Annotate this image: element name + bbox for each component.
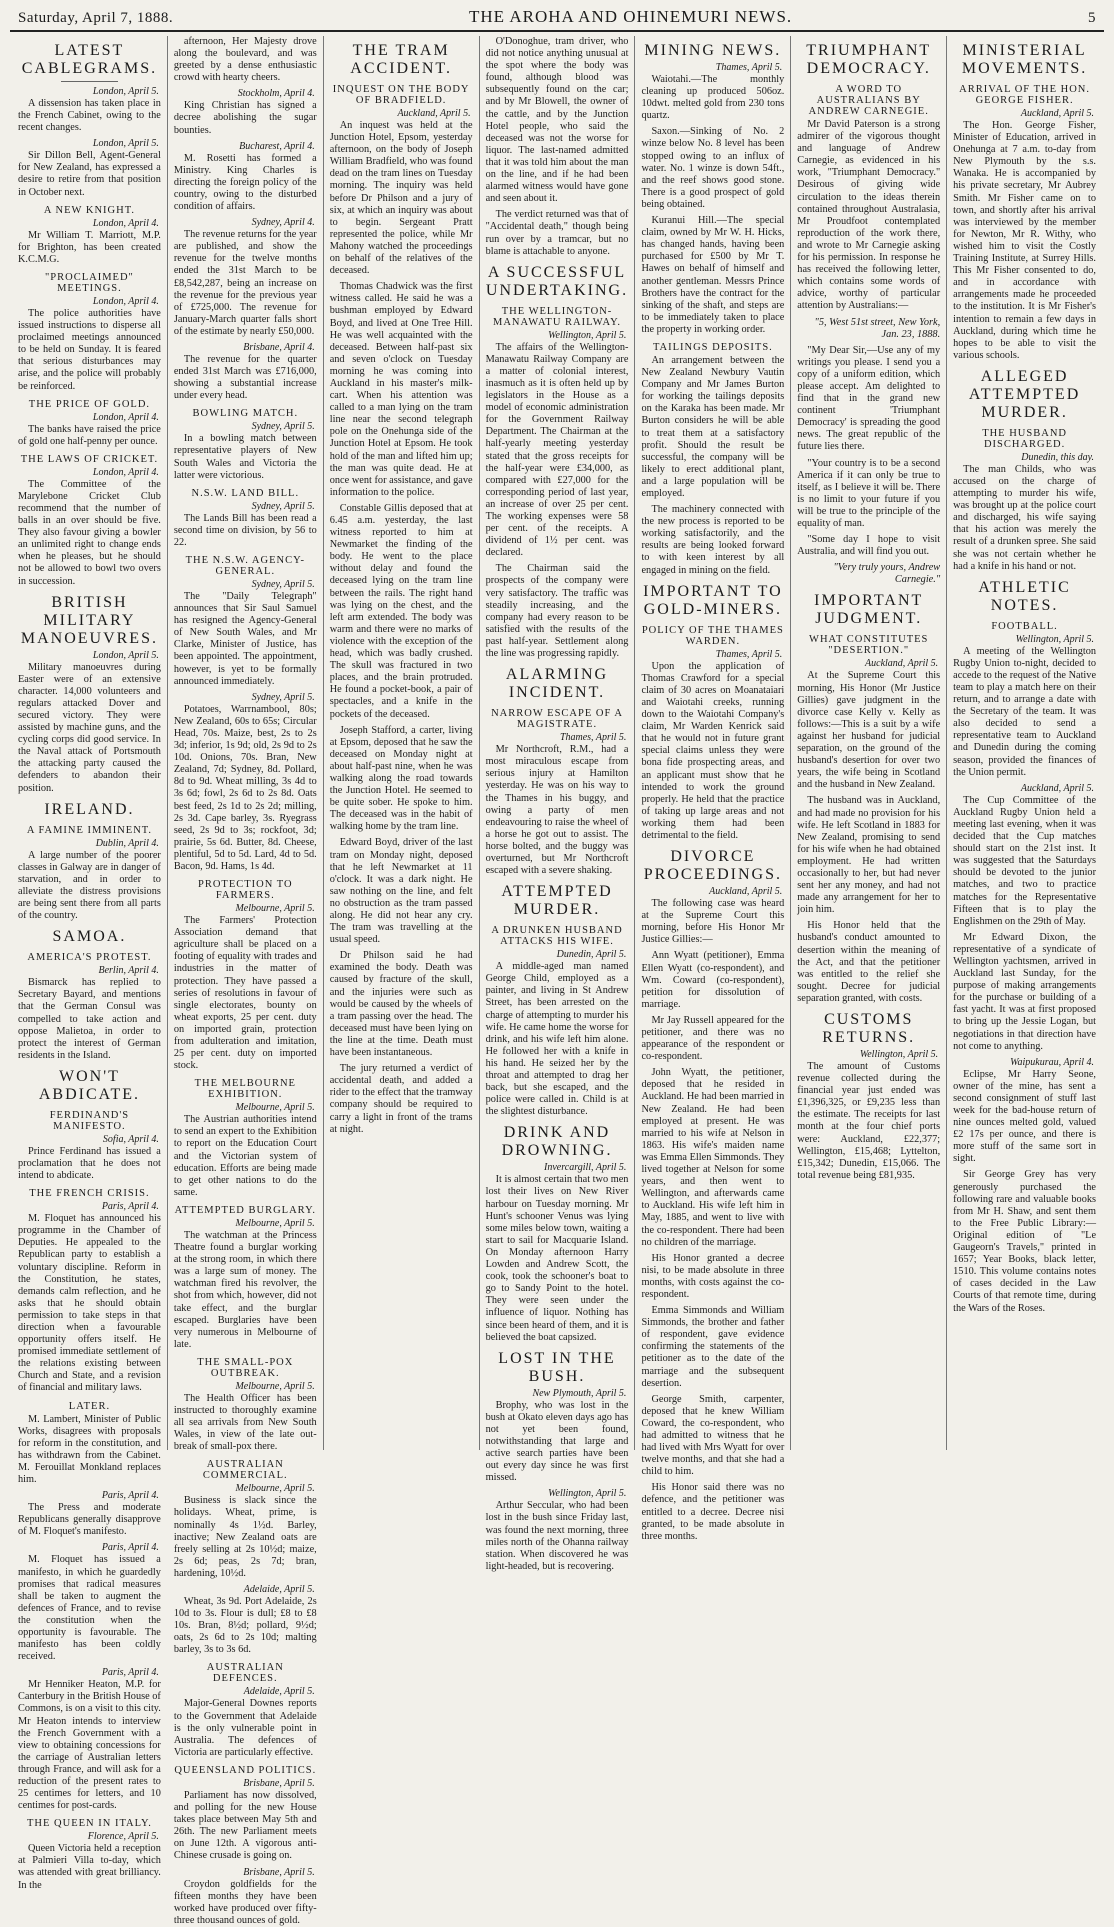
dateline: London, April 4. — [92, 411, 159, 423]
headline: SAMOA. — [52, 928, 127, 946]
subheading: AUSTRALIAN COMMERCIAL. — [202, 1459, 288, 1482]
headline: IRELAND. — [44, 800, 135, 818]
headline: DIVORCE PROCEEDINGS. — [643, 848, 782, 884]
article-paragraph: Constable Gillis deposed that at 6.45 a.m. yesterday, the last witness reported to him at Newmarket the finding of the body. He went to the place without delay and found the deceased lying on the tram line between the rails. The right hand was lying on the chest, and the left arm extended. The body was warm and there were no marks of violence with the exception of the head, which was badly crushed. The skull was fractured in two places, and the brain protruded. He found a pocket-book, a pair of spectacles, and a knife in the pockets of the deceased. — [329, 502, 473, 720]
article-paragraph: Kuranui Hill.—The special claim, owned by Mr W. H. Hicks, has changed hands, having been purchased for £500 by Mr T. Hawes on behalf of himself and another gentleman. Messrs Prince Brothers have the contract for the sinking of the shaft, and steps are to be immediately taken to place the property in working order. — [641, 215, 785, 335]
dateline: Dunedin, this day. — [1021, 451, 1095, 463]
article-paragraph: Sir George Grey has very generously purchased the following rare and valuable books from Mr H. Shaw, and sent them to the Free Public Library:—Original edition of "Le Gaugeorn's Travels," printed in 1657; Year Books, black letter, 1510. This volume contains notes of cases decided in the Law Courts of that remote time, during the Wars of the Roses. — [953, 1169, 1097, 1314]
dateline: Sydney, April 5. — [251, 691, 315, 703]
article-paragraph: Mr Jay Russell appeared for the petitioner, and there was no appearance of the respondent or co-respondent. — [641, 1014, 785, 1063]
dateline: London, April 5. — [92, 649, 159, 661]
article-paragraph: At the Supreme Court this morning, His Honor (Mr Justice Gillies) gave judgment in the divorce case Kelly v. Kelly as follows:—This is a suit by a wife against her husband for judicial separation, on the ground of the husband's desertion for over two years, the wife being in Scotland and the husband in New Zealand. — [797, 670, 941, 791]
subheading: A DRUNKEN HUSBAND ATTACKS HIS WIFE. — [491, 925, 623, 948]
article-paragraph: The watchman at the Princess Theatre found a burglar working at the strong room, in which there was a large sum of money. The watchman fired his revolver, the shot from which, however, did not take effect, and the burglar escaped. Burglaries have been very numerous in Melbourne of late. — [173, 1229, 317, 1350]
column-1 — [12, 36, 168, 1891]
subheading: A FAMINE IMMINENT. — [26, 824, 153, 836]
article-paragraph: George Smith, carpenter, deposed that he knew William Coward, the co-respondent, who had admitted to witness that he had lived with Mrs Wyatt for over twelve months, and that she had a child to him. — [641, 1393, 785, 1478]
article-paragraph: Mr Henniker Heaton, M.P. for Canterbury in the British House of Commons, is on a visit to this city. Mr Heaton intends to interview the French Government with a view to obtaining concessions for the carriage of Australian letters through France, and will ask for a reduction of the present rates to 25 centimes for letters, and 10 centimes for post-cards. — [18, 1679, 161, 1812]
subheading: THE MELBOURNE EXHIBITION. — [194, 1078, 296, 1101]
dateline: London, April 4. — [92, 217, 159, 229]
subheading: A WORD TO AUSTRALIANS BY ANDREW CARNEGIE. — [808, 84, 929, 117]
subheading: QUEENSLAND POLITICS. — [174, 1764, 317, 1776]
headline: MINING NEWS. — [644, 42, 782, 59]
article-paragraph: Queen Victoria held a reception at Palmieri Villa to-day, which was attended with great brilliancy. In the — [18, 1843, 161, 1891]
dateline: Sydney, April 4. — [251, 217, 315, 229]
subheading: "PROCLAIMED" MEETINGS. — [45, 271, 134, 294]
article-paragraph: The machinery connected with the new process is reported to be working satisfactorily, and the results are being looked forward to with keen interest by all engaged in mining on the field. — [641, 504, 785, 576]
article-paragraph: The Hon. George Fisher, Minister of Education, arrived in Onehunga at 7 a.m. to-day from New Plymouth by the s.s. Wanaka. He is accompanied by his private secretary, Mr Aubrey Smith. Mr Fisher came on to town, and shortly after his arrival was interviewed by the member for Newton, Mr R. Withy, who wished him to visit the Costly Training Institute, at Surrey Hills. This Mr Fisher consented to do, and in accordance with arrangements made he proceeded to the institution. It is Mr Fisher's intention to remain a few days in Auckland, during which time he hopes to be able to visit the various schools. — [953, 120, 1097, 361]
article-paragraph: It is almost certain that two men lost their lives on New River harbour on Tuesday morning. Mr Hunt's schooner Venus was lying some miles below town, waiting a start to sail for Macquarie Island. On Monday afternoon Harry Lowden and Andrew Scott, the cook, took the schooner's boat to go to Sandy Point to the hotel. They were seen under the influence of liquor. Nothing has since been heard of them, and it is believed the boat capsized. — [485, 1174, 629, 1343]
article-paragraph: The husband was in Auckland, and had made no provision for his wife. He left Scotland in 1883 for New Zealand, promising to send for his wife when he had obtained employment. He had written occasionally to her, but had never sent her any money, and had not made any arrangement for her to join him. — [797, 795, 941, 916]
column-6 — [791, 36, 947, 1450]
dateline: Paris, April 4. — [101, 1490, 159, 1502]
dateline: Auckland, April 5. — [709, 886, 783, 898]
article-paragraph: Mr David Paterson is a strong admirer of the vigorous thought and language of Andrew Carnegie, as evidenced in his work, "Triumphant Democracy." Desirous of giving wide circulation to the ideas therein contained throughout Australasia, Mr Proudfoot contemplated reproduction of the work there, and wrote to Mr Carnegie asking for his permission. In response he has received the following letter, which contains some words of advice, worthy of particular attention by Australians:— — [797, 119, 941, 312]
article-paragraph: Business is slack since the holidays. Wheat, prime, is nominally 4s 1½d. Barley, inactive; New Zealand oats are freely selling at 2s 10½d; maize, 2s 6d; peas, 2s 7d; bran, hardening, 10½d. — [173, 1495, 317, 1579]
article-paragraph: M. Floquet has announced his programme in the Chamber of Deputies. He appealed to the Republican party to establish a voluntary discipline. Reform in the Constitution, he states, demands calm reflection, and he asks that he should obtain permission to take steps in that direction when a favourable opportunity offers itself. He promised immediate settlement of the relations existing between Church and State, and a revision of financial and military laws. — [18, 1213, 161, 1394]
dateline: New Plymouth, April 5. — [532, 1387, 627, 1399]
headline: DRINK AND DROWNING. — [501, 1124, 613, 1160]
dateline: London, April 5. — [92, 138, 159, 150]
dateline: Dublin, April 4. — [95, 837, 159, 849]
article-paragraph: The Chairman said the prospects of the company were very satisfactory. The traffic was steadily increasing, and the company had every reason to be satisfied with the results of the past half-year. Settlement along the line was progressing rapidly. — [485, 563, 629, 660]
article-paragraph: O'Donoghue, tram driver, who did not notice anything unusual at the spot where the body was found, although blood was subsequently found on the car; and by Mr Blowell, the owner of the cattle, and by the Junction Hotel people, who said the deceased was not the worse for liquor. The last-named admitted that it was told him about the man on the line, and if he had been alarmed witness would have gone and seen about it. — [485, 36, 629, 205]
article-paragraph: The man Childs, who was accused on the charge of attempting to murder his wife, was brought up at the police court and discharged, his wife saying that his action was merely the result of a drunken spree. She said she was not certain whether he had a knife in his hand or not. — [953, 463, 1097, 572]
newspaper-title: THE AROHA AND OHINEMURI NEWS. — [468, 7, 793, 26]
article-paragraph: A meeting of the Wellington Rugby Union to-night, decided to accede to the request of the Native team to play a match here on their return, and to arrange a date with the Secretary of the team. It was also decided to send a representative team to Auckland and Dunedin during the coming season, provided the finances of the Union permit. — [953, 645, 1097, 778]
dateline: Paris, April 4. — [101, 1542, 159, 1554]
article-paragraph: John Wyatt, the petitioner, deposed that he resided in Auckland. He had been married in New Zealand. He had been employed at present. He was married to his wife at Nelson in 1863. His wife's maiden name was Emma Ellen Simmonds. They lived together at Nelson for some years, and then went to Wellington, and afterwards came to Auckland. His wife left him in May, 1885, and went to live with the co-respondent. There had been no children of the marriage. — [641, 1067, 785, 1248]
subheading: TAILINGS DEPOSITS. — [652, 341, 773, 353]
subheading: LATER. — [68, 1400, 111, 1412]
article-paragraph: "Your country is to be a second America if it can only be true to itself, as I believe it will be. There is no limit to your future if you will be true to the principle of the equality of man. — [797, 457, 941, 529]
headline: TRIUMPHANT DEMOCRACY. — [806, 42, 932, 77]
article-paragraph: Major-General Downes reports to the Government that Adelaide is the only vulnerable point in Australia. The defences of Victoria are particularly effective. — [173, 1698, 317, 1758]
dateline: Thames, April 5. — [715, 62, 783, 73]
headline: IMPORTANT TO GOLD-MINERS. — [643, 582, 783, 618]
article-paragraph: The amount of Customs revenue collected during the financial year just ended was £1,396,325, or £9,235 less than the estimate. The receipts for last month at the four chief ports were: Auckland, £22,377; Wellington, £15,468; Lyttelton, £15,342; Dunedin, £15,066. The total revenue being £81,935. — [797, 1061, 941, 1181]
dateline: Wellington, April 5. — [859, 1049, 939, 1060]
dateline: Stockholm, April 4. — [237, 88, 315, 100]
dateline: Waipukurau, April 4. — [1010, 1056, 1095, 1068]
subheading: THE QUEEN IN ITALY. — [27, 1818, 152, 1830]
article-paragraph: Joseph Stafford, a carter, living at Epsom, deposed that he saw the deceased on Monday night at about half-past nine, when he was walking along the road towards the Junction Hotel. He seemed to be quite sober. He spoke to him. The deceased was in the habit of walking home by the tram line. — [329, 724, 473, 833]
dateline: Wellington, April 5. — [548, 1488, 627, 1500]
dateline: Adelaide, April 5. — [243, 1584, 315, 1595]
dateline: Sydney, April 5. — [251, 579, 315, 590]
subheading: POLICY OF THE THAMES WARDEN. — [641, 624, 784, 647]
column-4 — [480, 36, 636, 1572]
headline: ALARMING INCIDENT. — [505, 666, 609, 702]
dateline: Invercargill, April 5. — [544, 1162, 627, 1174]
article-paragraph: In a bowling match between representative players of New South Wales and Victoria the latter were victorious. — [173, 433, 317, 481]
article-paragraph: The Farmers' Protection Association demand that agriculture shall be placed on a footing of equality with trades and industries in the matter of protection. They have passed a series of resolutions in favour of single electorates, bounty on wheat exports, 25 per cent. duty on imported grain, protection from adulteration and imitation, 25 per cent. duty on imported stock. — [173, 915, 317, 1072]
subheading: N.S.W. LAND BILL. — [191, 487, 300, 499]
dateline: Paris, April 4. — [101, 1201, 159, 1213]
article-paragraph: A large number of the poorer classes in Galway are in danger of starvation, and in order to alleviate the distress provisions are being sent there from all parts of the country. — [18, 849, 161, 922]
dateline: Melbourne, April 5. — [235, 1102, 315, 1114]
dateline: Auckland, April 5. — [865, 658, 939, 670]
article-paragraph: The police authorities have issued instructions to disperse all proclaimed meetings announced to be held on Sunday. It is feared that serious disturbances may arise, and the police will probably be reinforced. — [18, 307, 161, 392]
subheading: ARRIVAL OF THE HON. GEORGE FISHER. — [959, 84, 1090, 106]
article-paragraph: "My Dear Sir,—Use any of my writings you please. I send you a copy of a uniform edition, which please accept. Am delighted to find that in the grand new continent 'Triumphant Democracy' is spreading the good news. The great republic of the future lies there. — [797, 344, 941, 453]
dateline: Melbourne, April 5. — [235, 1380, 315, 1392]
article-paragraph: Brophy, who was lost in the bush at Okato eleven days ago has not yet been found, notwithstanding that large and active search parties have been out every day since he was first missed. — [485, 1399, 629, 1484]
headline: THE TRAM ACCIDENT. — [350, 42, 452, 77]
article-paragraph: Prince Ferdinand has issued a proclamation that he does not intend to abdicate. — [18, 1145, 161, 1182]
dateline: London, April 4. — [92, 466, 159, 478]
article-paragraph: The Austrian authorities intend to send an expert to the Exhibition to report on the Education Court and the Victorian system of education. Efforts are being made to get other nations to do the same. — [173, 1114, 317, 1198]
article-paragraph: The revenue for the quarter ended 31st March was £716,000, showing a substantial increase under every head. — [173, 353, 317, 402]
subheading: THE HUSBAND DISCHARGED. — [982, 427, 1067, 450]
article-paragraph: A dissension has taken place in the French Cabinet, owing to the recent changes. — [18, 98, 161, 134]
article-paragraph: Mr Northcroft, R.M., had a most miraculous escape from serious injury at Hamilton yesterday. He was on his way to the Thames in his buggy, and owing a party of men endeavouring to raise the wheel of a horse he got out to assist. The horse bolted, and the buggy was overturned, but Mr Northcroft escaped with a severe shaking. — [485, 744, 629, 877]
article-paragraph: The revenue returns for the year are published, and show the revenue for the twelve months ended the 31st March to be £8,542,287, being an increase on the revenue for the previous year of £725,000. The revenue for January-March quarter falls short of the estimate by nearly £50,000. — [173, 229, 317, 337]
column-2 — [168, 36, 324, 1926]
article-paragraph: The Lands Bill has been read a second time on division, by 56 to 22. — [173, 512, 317, 548]
article-paragraph: Ann Wyatt (petitioner), Emma Ellen Wyatt (co-respondent), and Wm. Coward (co-respondent), petition for dissolution of marriage. — [641, 950, 785, 1010]
article-paragraph: Edward Boyd, driver of the last tram on Monday night, deposed that he left Newmarket at 11 o'clock. It was a dark night. He saw nothing on the line, and felt no obstruction as the tram passed along. He did not hear any cry. The tram was travelling at the usual speed. — [329, 837, 473, 946]
dateline: Thames, April 5. — [559, 732, 627, 744]
column-7 — [947, 36, 1102, 1450]
article-paragraph: Potatoes, Warrnambool, 80s; New Zealand, 60s to 65s; Circular Head, 70s. Maize, best, 2s to 2s 3d; inferior, 1s 9d; old, 2s 9d to 2s 10d. Onions, 70s. Bran, New Zealand, 7d; Sydney, 8d. Pollard, 8d to 9d. Wheat milling, 3s 4d to 3s 6d; fowl, 2s 6d to 2s 8d. Oats best feed, 2s 1d to 2s 2d; milling, 2s 3d. Cape barley, 3s. Ryegrass seed, 2s 9d to 3s; rockfoot, 3d; prairie, 5s 6d. Butter, 8d. Cheese, plentiful, 5d to 5d. Lard, 4d to 5d. Bacon, 9d. Hams, 1s 4d. — [173, 703, 317, 872]
article-paragraph: His Honor held that the husband's conduct amounted to desertion within the meaning of the Act, and that the petitioner was entitled to the relief she sought. Decree for judicial separation granted, with costs. — [797, 920, 941, 1004]
newspaper-columns — [12, 36, 1102, 1926]
article-paragraph: The Committee of the Marylebone Cricket Club recommend that the number of balls in an over should be five. They also favour giving a bowler an unlimited right to change ends when he pleases, but he should not be allowed to bowl two overs in succession. — [18, 478, 161, 587]
headline: MINISTERIAL MOVEMENTS. — [961, 42, 1088, 77]
article-paragraph: Upon the application of Thomas Crawford for a special claim of 30 acres on Moanataiari and Waiotahi creeks, running down to the Waiotahi Company's claim, Mr Warden Kenrick said that he would not in future grant special claims unless they were bona fide prospecting areas, and an applicant must show that he intended to work the ground properly. He held that the practice of taking up large areas and not working them had been detrimental to the field. — [641, 660, 785, 841]
column-5 — [635, 36, 791, 1542]
article-paragraph: The jury returned a verdict of accidental death, and added a rider to the effect that the tramway company should be required to carry a light in front of the trams at night. — [329, 1063, 473, 1135]
article-paragraph: King Christian has signed a decree abolishing the sugar bounties. — [173, 100, 317, 136]
article-paragraph: An arrangement between the New Zealand Newbury Vautin Company and Mr James Burton for working the tailings deposits on the Karaka has been made. Mr Burton considers he will be able to treat them at a satisfactory profit. Should the result be successful, the company will be likely to erect additional plant, and a large population will be employed. — [641, 354, 785, 499]
dateline: Bucharest, April 4. — [239, 140, 315, 152]
article-paragraph: Mr William T. Marriott, M.P. for Brighton, has been created K.C.M.G. — [18, 229, 161, 265]
subheading: FERDINAND'S MANIFESTO. — [49, 1109, 130, 1132]
page-number: 5 — [1087, 10, 1096, 26]
subheading: THE N.S.W. AGENCY-GENERAL. — [185, 555, 305, 577]
headline: A SUCCESSFUL UNDERTAKING. — [485, 263, 629, 299]
article-paragraph: Parliament has now dissolved, and polling for the new House takes place between May 5th and 26th. The new Parliament meets on June 12th. A vigorous anti-Chinese crusade is going on. — [173, 1789, 317, 1862]
headline: LOST IN THE BUSH. — [498, 1349, 616, 1385]
dateline: Melbourne, April 5. — [235, 903, 315, 915]
article-paragraph: afternoon, Her Majesty drove along the boulevard, and was greeted by a dense enthusiastic crowd with hearty cheers. — [173, 36, 317, 84]
article-paragraph: Emma Simmonds and William Simmonds, the brother and father of respondent, gave evidence confirming the statements of the petitioner as to the date of the marriage and the subsequent desertion. — [641, 1305, 785, 1389]
dateline: Brisbane, April 4. — [243, 341, 315, 353]
headline: IMPORTANT JUDGMENT. — [814, 592, 924, 628]
dateline: Auckland, April 5. — [1020, 782, 1095, 794]
divider — [61, 81, 118, 82]
dateline: Sydney, April 5. — [251, 500, 315, 512]
subheading: WHAT CONSTITUTES "DESERTION." — [809, 634, 929, 657]
article-paragraph: The "Daily Telegraph" announces that Sir Saul Samuel has resigned the Agency-General of New South Wales, and Mr Clarke, Minister of Justice, has been appointed. The appointment, however, is yet to be formally announced immediately. — [173, 591, 317, 687]
dateline: Melbourne, April 5. — [235, 1217, 315, 1229]
article-paragraph: Saxon.—Sinking of No. 2 winze below No. 8 level has been stopped owing to an influx of water. No. 1 winze is down 54ft., and the reef shows good stone. There is a good prospect of gold being obtained. — [641, 126, 785, 210]
dateline: Dunedin, April 5. — [556, 949, 627, 961]
dateline: Florence, April 5. — [87, 1831, 159, 1843]
article-paragraph: His Honor granted a decree nisi, to be made absolute in three months, with costs against the co-respondent. — [641, 1252, 785, 1300]
article-paragraph: Bismarck has replied to Secretary Bayard, and mentions that the German Consul was compelled to take action and oppose Malietoa, in order to protect the interest of German residents in the Island. — [18, 977, 161, 1061]
article-paragraph: M. Lambert, Minister of Public Works, disagrees with proposals for reform in the constitution, and has withdrawn from the Cabinet. M. Ferouillat Monkland replaces him. — [18, 1413, 161, 1486]
dateline: Adelaide, April 5. — [243, 1686, 315, 1698]
subheading: PROTECTION TO FARMERS. — [198, 879, 293, 902]
dateline: Auckland, April 5. — [397, 108, 471, 119]
masthead — [10, 6, 1104, 32]
dateline: Wellington, April 5. — [548, 329, 627, 341]
article-paragraph: The verdict returned was that of "Accidental death," though being run over by a tramcar, but no blame is attachable to anyone. — [485, 209, 629, 257]
dateline: Paris, April 4. — [101, 1667, 159, 1679]
dateline: Sofia, April 4. — [102, 1133, 159, 1145]
issue-date: Saturday, April 7, 1888. — [18, 10, 174, 26]
dateline: Wellington, April 5. — [1015, 633, 1095, 645]
article-paragraph: Waiotahi.—The monthly cleaning up produced 506oz. 10dwt. melted gold from 230 tons quartz. — [641, 74, 785, 122]
article-paragraph: Wheat, 3s 9d. Port Adelaide, 2s 10d to 3s. Flour is dull; £8 to £8 10s. Bran, 8½d; pollard, 9½d; oats, 2s 6d to 2s 10d; malting barley, 3s to 3s 6d. — [173, 1596, 317, 1656]
subheading: THE PRICE OF GOLD. — [28, 398, 151, 410]
article-paragraph: "5, West 51st street, New York, Jan. 23, 1888. — [814, 316, 941, 340]
article-paragraph: "Very truly yours, Andrew Carnegie." — [833, 562, 941, 586]
headline: ATTEMPTED MURDER. — [501, 883, 613, 919]
column-3 — [324, 36, 480, 1450]
subheading: A NEW KNIGHT. — [43, 204, 135, 216]
article-paragraph: A middle-aged man named George Child, employed as a painter, and living in St Andrew Street, has been arrested on the charge of attempting to murder his wife. He came home the worse for drink, and his wife left him alone. He followed her with a knife in his hand. He seized her by the throat and attempted to drag her back, but she escaped, and the police were called in. Child is at the slightest disturbance. — [485, 961, 629, 1118]
article-paragraph: Military manoeuvres during Easter were of an extensive character. 14,000 volunteers and regulars attacked Dover and secured victory. They were assisted by machine guns, and the cycling corps did good service. In the Naval attack of Portsmouth the attacking party caused the defenders to abandon their position. — [18, 661, 161, 794]
subheading: INQUEST ON THE BODY OF BRADFIELD. — [332, 84, 470, 106]
article-paragraph: Sir Dillon Bell, Agent-General for New Zealand, has expressed a desire to retire from that position in October next. — [18, 150, 161, 198]
dateline: Thames, April 5. — [715, 648, 783, 660]
article-paragraph: Eclipse, Mr Harry Seone, owner of the mine, has sent a second consignment of stuff last week for the bad-house return of nine ounces melted gold, valued £2 17s per ounce, and there is more stuff of the same sort in sight. — [953, 1068, 1097, 1165]
article-paragraph: M. Rosetti has formed a Ministry. King Charles is directing the foreign policy of the country, owing to the disturbed condition of affairs. — [173, 152, 317, 213]
headline: ATHLETIC NOTES. — [978, 578, 1071, 614]
article-paragraph: The following case was heard at the Supreme Court this morning, before His Honor Mr Justice Gillies:— — [641, 898, 785, 946]
article-paragraph: The Press and moderate Republicans generally disapprove of M. Floquet's manifesto. — [18, 1502, 161, 1538]
article-paragraph: An inquest was held at the Junction Hotel, Epsom, yesterday afternoon, on the body of Joseph William Bradfield, who was found dead on the tram lines on Tuesday morning. The inquiry was held before Dr Philson and a jury of six, at which an inquiry was about to begin. Sergeant Pratt represented the police, while Mr Mahony watched the proceedings on behalf of the relatives of the deceased. — [329, 120, 473, 277]
article-paragraph: Croydon goldfields for the fifteen months they have been worked have produced over fifty-three thousand ounces of gold. — [173, 1878, 317, 1926]
article-paragraph: M. Floquet has issued a manifesto, in which he guardedly promises that radical measures shall be taken to augment the defences of France, and to revise the constitution when the opportunity is favourable. The manifesto has been coldly received. — [18, 1554, 161, 1663]
subheading: AMERICA'S PROTEST. — [27, 952, 152, 964]
subheading: FOOTBALL. — [991, 620, 1058, 632]
subheading: AUSTRALIAN DEFENCES. — [206, 1662, 284, 1685]
dateline: Auckland, April 5. — [1020, 108, 1095, 119]
headline: BRITISH MILITARY MANOEUVRES. — [20, 593, 158, 647]
subheading: THE SMALL-POX OUTBREAK. — [197, 1356, 294, 1379]
subheading: THE WELLINGTON-MANAWATU RAILWAY. — [493, 305, 621, 328]
dateline: Melbourne, April 5. — [235, 1483, 315, 1495]
article-paragraph: "Some day I hope to visit Australia, and will find you out. — [797, 534, 941, 558]
dateline: London, April 4. — [92, 295, 159, 307]
article-paragraph: Arthur Seccular, who had been lost in the bush since Friday last, was found the next morning, three miles north of the Ohanna railway station. When discovered he was light-headed, but is recovering. — [485, 1500, 629, 1572]
article-paragraph: The banks have raised the price of gold one half-penny per ounce. — [18, 423, 161, 447]
article-paragraph: The Health Officer has been instructed to thoroughly examine all sea arrivals from New South Wales, in view of the late out-break of small-pox there. — [173, 1392, 317, 1453]
headline: CUSTOMS RETURNS. — [822, 1011, 916, 1046]
article-paragraph: The Cup Committee of the Auckland Rugby Union held a meeting last evening, when it was decided that the Cup matches should start on the 21st inst. It was suggested that the Saturdays should be devoted to the junior matches, and two to practice matches for the Representative Fifteen that is to play the Englishmen on the 29th of May. — [953, 794, 1097, 927]
article-paragraph: His Honor said there was no defence, and the petitioner was entitled to a decree. Decree nisi granted, to be made absolute in three months. — [641, 1482, 785, 1542]
article-paragraph: Mr Edward Dixon, the representative of a syndicate of Wellington yachtsmen, arrived in Auckland last Sunday, for the purpose of making arrangements for the purchase or building of a fast yacht. It was at first proposed to bring up the Jessie Logan, but negotiations in that direction have not come to anything. — [953, 931, 1097, 1052]
dateline: Sydney, April 5. — [251, 421, 315, 433]
subheading: THE FRENCH CRISIS. — [29, 1188, 150, 1200]
dateline: London, April 5. — [92, 86, 159, 97]
article-paragraph: Thomas Chadwick was the first witness called. He said he was a bushman employed by Edward Boyd, and lived at One Tree Hill. He was well acquainted with the deceased. Between half-past six and seven o'clock on Tuesday morning he was coming into Auckland in his master's milk-cart. When his attention was called to a man lying on the tram line near the second telegraph pole on the Onehunga side of the Junction Hotel at Epsom. He took hold of the man and lifted him up; the man was quite dead. He at once went for assistance, and gave information to the police. — [329, 281, 473, 498]
dateline: Brisbane, April 5. — [243, 1866, 315, 1878]
subheading: ATTEMPTED BURGLARY. — [174, 1204, 316, 1216]
subheading: NARROW ESCAPE OF A MAGISTRATE. — [491, 708, 623, 731]
headline: ALLEGED ATTEMPTED MURDER. — [968, 367, 1081, 421]
headline: LATEST CABLEGRAMS. — [21, 42, 158, 77]
subheading: THE LAWS OF CRICKET. — [20, 453, 159, 465]
subheading: BOWLING MATCH. — [192, 408, 299, 420]
headline: WON'T ABDICATE. — [38, 1067, 140, 1103]
article-paragraph: The affairs of the Wellington-Manawatu Railway Company are a matter of colonial interest, inasmuch as it is often held up by legislators in the House as a model of economic administration for the Government Railway Department. The Chairman at the half-yearly meeting yesterday stated that the gross receipts for the half-year were £34,000, as compared with £27,000 for the corresponding period of last year, an increase of over 25 per cent. The working expenses were 58 per cent. of the receipts. A dividend of 1½ per cent. was declared. — [485, 341, 629, 559]
dateline: Brisbane, April 5. — [243, 1777, 315, 1789]
article-paragraph: Dr Philson said he had examined the body. Death was caused by fracture of the skull, and the injuries were such as would be caused by the wheels of a tram passing over the head. The deceased must have been lying on the line at the time. Death must have been instantaneous. — [329, 950, 473, 1059]
dateline: Berlin, April 4. — [98, 965, 159, 977]
